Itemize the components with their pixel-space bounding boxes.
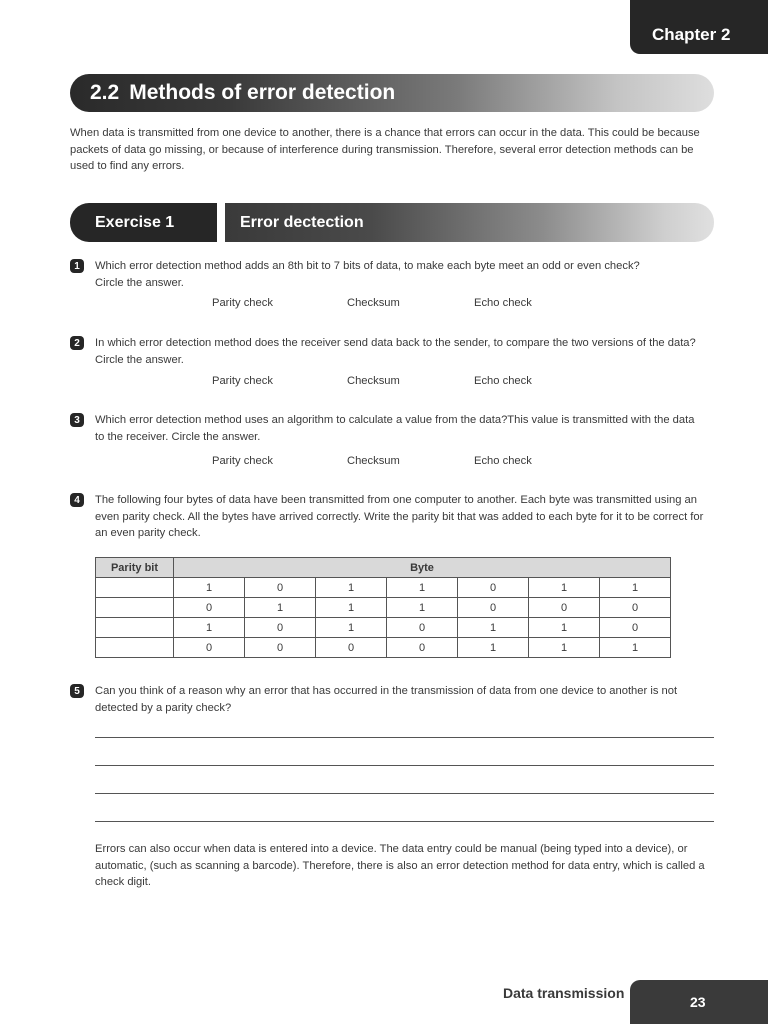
question-number-5: 5 (70, 684, 84, 698)
bit-cell: 0 (245, 638, 316, 658)
parity-table-header (96, 558, 671, 578)
bit-cell: 1 (600, 578, 671, 598)
question-1-line-2: Circle the answer. (95, 276, 184, 289)
bit-cell: 1 (316, 598, 387, 618)
byte-header: Byte (174, 558, 671, 578)
q2-option-parity-check[interactable]: Parity check (212, 375, 273, 387)
bit-cell: 0 (458, 598, 529, 618)
parity-bit-header: Parity bit (96, 558, 174, 578)
bit-cell: 0 (316, 638, 387, 658)
question-4-text: The following four bytes of data have been transmitted from one computer to another. Each byte was transmitted using an even parity check. All the bytes have arrived correctly. Write the parity bit that was added to each byte for it to be correct for an even parity check. (95, 494, 704, 539)
question-5-text: Can you think of a reason why an error that has occurred in the transmission of data from one device to another is not detected by a parity check? (95, 685, 678, 714)
exercise-label: Exercise 1 (70, 203, 217, 242)
chapter-label: Chapter 2 (652, 25, 731, 44)
bit-cell: 1 (387, 598, 458, 618)
footer-title: Data transmission (503, 985, 625, 1001)
bit-cell: 1 (387, 578, 458, 598)
q1-option-checksum[interactable]: Checksum (347, 297, 400, 309)
parity-bit-answer-cell[interactable] (96, 598, 174, 618)
bit-cell: 0 (387, 638, 458, 658)
bit-cell: 0 (174, 638, 245, 658)
question-2-line-1: In which error detection method does the receiver send data back to the sender, to compare the two versions of the data? (95, 337, 696, 349)
section-number: 2.2 (90, 81, 120, 104)
page-number: 23 (690, 994, 706, 1010)
question-number-3: 3 (70, 413, 84, 427)
bit-cell: 1 (316, 578, 387, 598)
q2-option-checksum[interactable]: Checksum (347, 375, 400, 387)
answer-line[interactable] (95, 737, 714, 738)
intro-paragraph: When data is transmitted from one device to another, there is a chance that errors can occur in the data. This could be because packets of data go missing, or because of interference during transmission. Therefore, several error detection methods can be used to find any errors. (70, 127, 700, 172)
bit-cell: 0 (529, 598, 600, 618)
question-3-line-2: to the receiver. Circle the answer. (95, 430, 261, 443)
table-row (96, 638, 671, 658)
q1-option-echo-check[interactable]: Echo check (474, 297, 532, 309)
bit-cell: 1 (174, 618, 245, 638)
exercise-title: Error dectection (225, 203, 714, 242)
answer-line[interactable] (95, 821, 714, 822)
bit-cell: 1 (529, 638, 600, 658)
table-row (96, 618, 671, 638)
bit-cell: 0 (245, 578, 316, 598)
q3-option-checksum[interactable]: Checksum (347, 455, 400, 467)
question-2-text (95, 335, 715, 368)
answer-line[interactable] (95, 793, 714, 794)
section-title: Methods of error detection (129, 81, 396, 104)
answer-line[interactable] (95, 765, 714, 766)
q3-option-echo-check[interactable]: Echo check (474, 455, 532, 467)
bit-cell: 1 (458, 618, 529, 638)
closing-paragraph: Errors can also occur when data is entered into a device. The data entry could be manual (being typed into a device), or automatic, (such as scanning a barcode). Therefore, there is also an error detection method for data entry, which is called a check digit. (95, 843, 705, 888)
bit-cell: 1 (316, 618, 387, 638)
bit-cell: 1 (174, 578, 245, 598)
parity-bit-answer-cell[interactable] (96, 638, 174, 658)
q1-option-parity-check[interactable]: Parity check (212, 297, 273, 309)
chapter-tab (630, 0, 768, 54)
parity-bit-answer-cell[interactable] (96, 578, 174, 598)
bit-cell: 1 (600, 638, 671, 658)
bit-cell: 0 (458, 578, 529, 598)
question-number-1: 1 (70, 259, 84, 273)
q3-option-parity-check[interactable]: Parity check (212, 455, 273, 467)
bit-cell: 1 (529, 618, 600, 638)
bit-cell: 1 (529, 578, 600, 598)
exercise-bar (70, 203, 714, 242)
question-2-line-2: Circle the answer. (95, 353, 184, 366)
table-row (96, 578, 671, 598)
question-3-line-1: Which error detection method uses an algorithm to calculate a value from the data?This value is transmitted with the data (95, 414, 695, 426)
question-3-text (95, 412, 715, 445)
bit-cell: 1 (245, 598, 316, 618)
parity-bit-answer-cell[interactable] (96, 618, 174, 638)
bit-cell: 0 (387, 618, 458, 638)
bit-cell: 0 (245, 618, 316, 638)
question-1-line-1: Which error detection method adds an 8th bit to 7 bits of data, to make each byte meet an odd or even check? (95, 260, 640, 272)
bit-cell: 0 (600, 598, 671, 618)
bit-cell: 0 (174, 598, 245, 618)
parity-table (95, 557, 671, 658)
question-number-2: 2 (70, 336, 84, 350)
section-banner (70, 74, 714, 112)
q2-option-echo-check[interactable]: Echo check (474, 375, 532, 387)
page-number-tab (630, 980, 768, 1024)
bit-cell: 1 (458, 638, 529, 658)
bit-cell: 0 (600, 618, 671, 638)
question-number-4: 4 (70, 493, 84, 507)
question-1-text (95, 258, 715, 291)
table-row (96, 598, 671, 618)
